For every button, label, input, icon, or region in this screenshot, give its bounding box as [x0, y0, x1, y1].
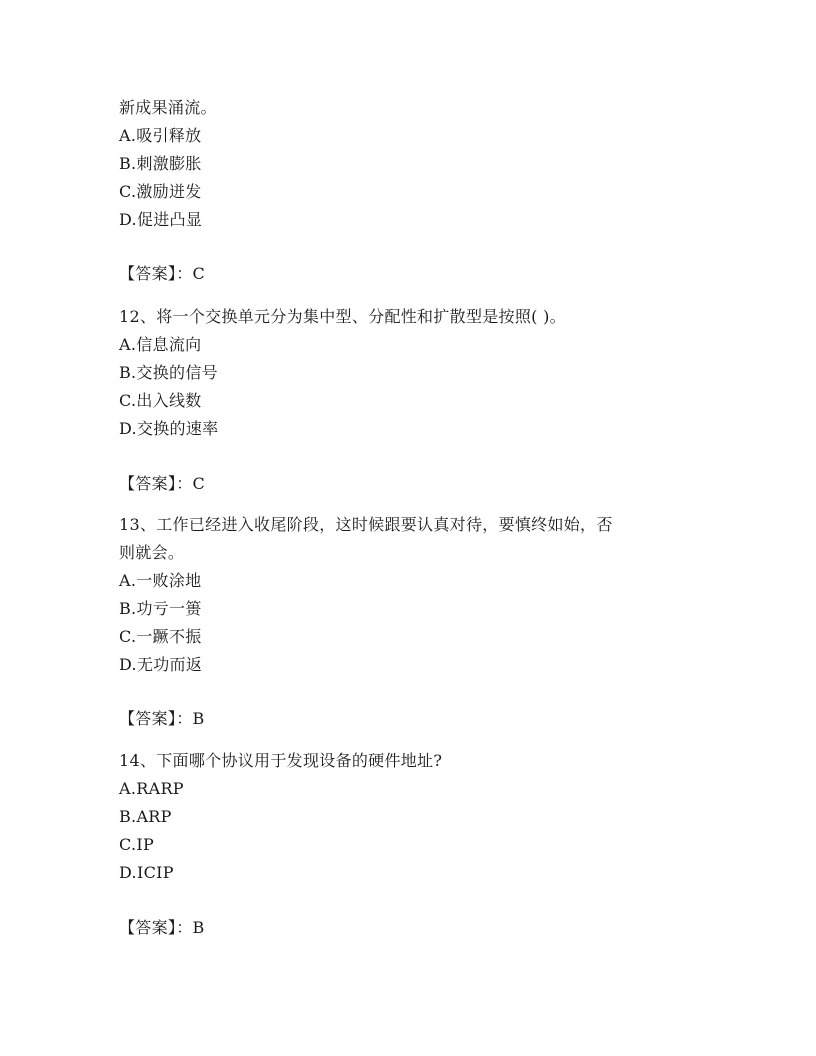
answer-line: 【答案】：B	[119, 709, 205, 728]
option-a: A.信息流向	[119, 335, 202, 354]
option-d: D.促进凸显	[119, 210, 203, 229]
option-b: B.ARP	[119, 807, 172, 826]
option-d: D.无功而返	[119, 655, 203, 674]
option-a: A.吸引释放	[119, 126, 202, 145]
option-b: B.刺激膨胀	[119, 154, 202, 173]
question-stem: 12、将一个交换单元分为集中型、分配性和扩散型是按照( )。	[119, 307, 566, 326]
option-c: C.出入线数	[119, 391, 202, 410]
question-stem: 14、下面哪个协议用于发现设备的硬件地址?	[119, 751, 443, 770]
option-c: C.激励迸发	[119, 182, 202, 201]
option-d: D.ICIP	[119, 863, 174, 882]
option-c: C.一蹶不振	[119, 627, 202, 646]
option-b: B.功亏一篑	[119, 599, 202, 618]
option-a: A.一败涂地	[119, 571, 202, 590]
option-b: B.交换的信号	[119, 363, 218, 382]
option-d: D.交换的速率	[119, 419, 219, 438]
option-a: A.RARP	[119, 779, 184, 798]
option-c: C.IP	[119, 835, 155, 854]
question-stem: 13、工作已经进入收尾阶段，这时候跟要认真对待，要慎终如始，否	[119, 515, 613, 534]
question-stem-continued: 则就会。	[119, 543, 185, 562]
answer-line: 【答案】：C	[119, 474, 206, 493]
question-continuation: 新成果涌流。	[119, 98, 217, 117]
answer-line: 【答案】：B	[119, 918, 205, 937]
answer-line: 【答案】：C	[119, 264, 206, 283]
